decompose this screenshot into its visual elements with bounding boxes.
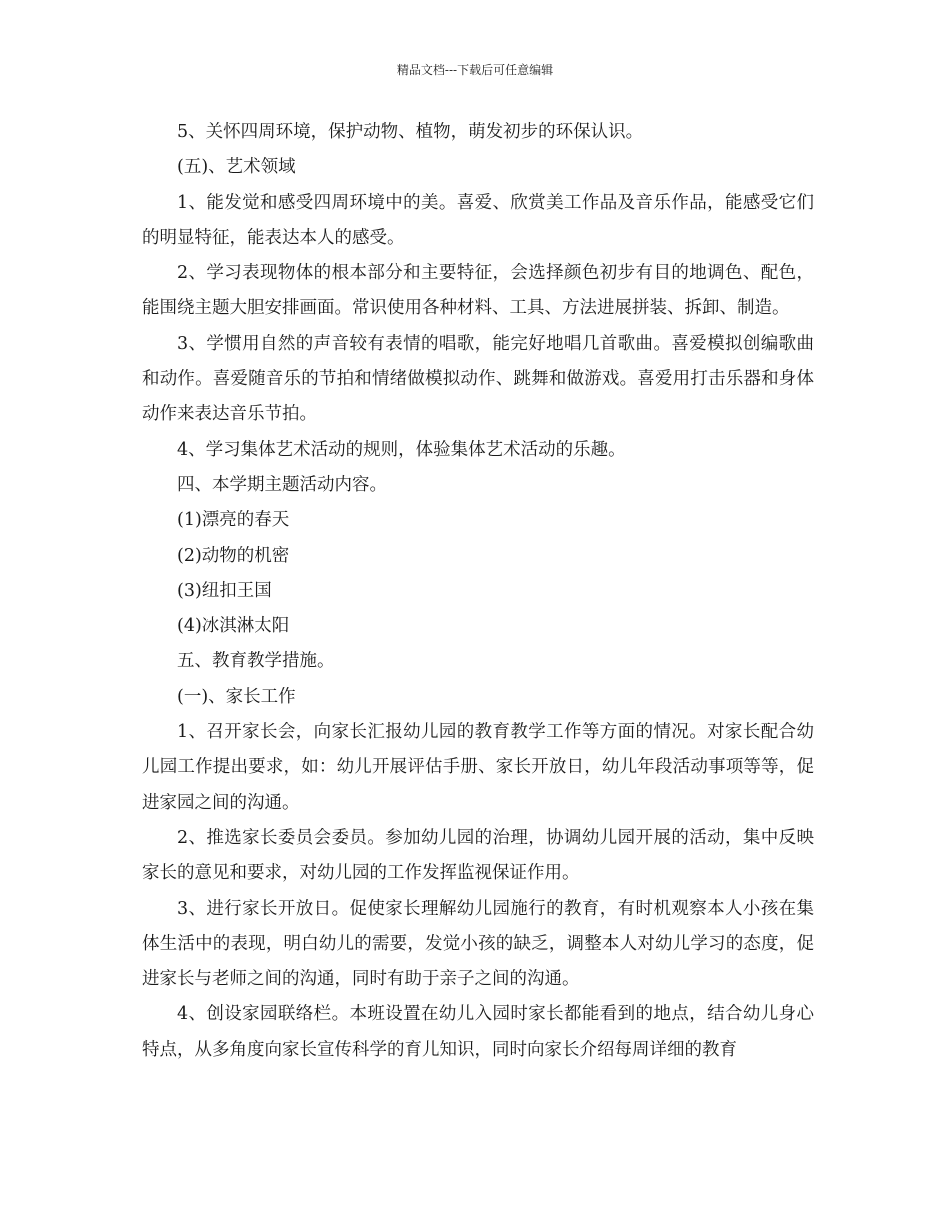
page-header: 精品文档---下载后可任意编辑: [396, 63, 554, 77]
list-item: (3)纽扣王国: [177, 580, 272, 601]
section-heading: 四、本学期主题活动内容。: [177, 474, 387, 495]
section-heading: (五)、艺术领域: [177, 157, 296, 178]
paragraph: 4、创设家园联络栏。本班设置在幼儿入园时家长都能看到的地点，结合幼儿身心特点，从多角度向家长宣传科学的育儿知识，同时向家长介绍每周详细的教育: [142, 1004, 814, 1060]
section-heading: 五、教育教学措施。: [177, 651, 335, 672]
paragraph: 4、学习集体艺术活动的规则，体验集体艺术活动的乐趣。: [177, 439, 626, 460]
paragraph: 3、进行家长开放日。促使家长理解幼儿园施行的教育，有时机观察本人小孩在集体生活中的表现，明白幼儿的需要，发觉小孩的缺乏，调整本人对幼儿学习的态度，促进家长与老师之间的沟通，同时有助于亲子之间的沟通。: [142, 898, 814, 990]
paragraph: 2、学习表现物体的根本部分和主要特征，会选择颜色初步有目的地调色、配色，能围绕主题大胆安排画面。常识使用各种材料、工具、方法进展拼装、拆卸、制造。: [142, 263, 814, 319]
paragraph: 1、能发觉和感受四周环境中的美。喜爱、欣赏美工作品及音乐作品，能感受它们的明显特征，能表达本人的感受。: [142, 192, 814, 248]
paragraph: 1、召开家长会，向家长汇报幼儿园的教育教学工作等方面的情况。对家长配合幼儿园工作提出要求，如：幼儿开展评估手册、家长开放日，幼儿年段活动事项等等，促进家园之间的沟通。: [142, 722, 814, 813]
subsection-heading: (一)、家长工作: [177, 686, 296, 707]
list-item: (1)漂亮的春天: [177, 510, 290, 531]
list-item: (2)动物的机密: [177, 545, 290, 566]
document-body: [142, 115, 814, 1068]
paragraph: 2、推选家长委员会委员。参加幼儿园的治理，协调幼儿园开展的活动，集中反映家长的意见和要求，对幼儿园的工作发挥监视保证作用。: [142, 827, 814, 884]
paragraph: 5、关怀四周环境，保护动物、植物，萌发初步的环保认识。: [177, 122, 644, 142]
paragraph: 3、学惯用自然的声音较有表情的唱歌，能完好地唱几首歌曲。喜爱模拟创编歌曲和动作。喜爱随音乐的节拍和情绪做模拟动作、跳舞和做游戏。喜爱用打击乐器和身体动作来表达音乐节拍。: [142, 333, 814, 425]
list-item: (4)冰淇淋太阳: [177, 616, 290, 637]
